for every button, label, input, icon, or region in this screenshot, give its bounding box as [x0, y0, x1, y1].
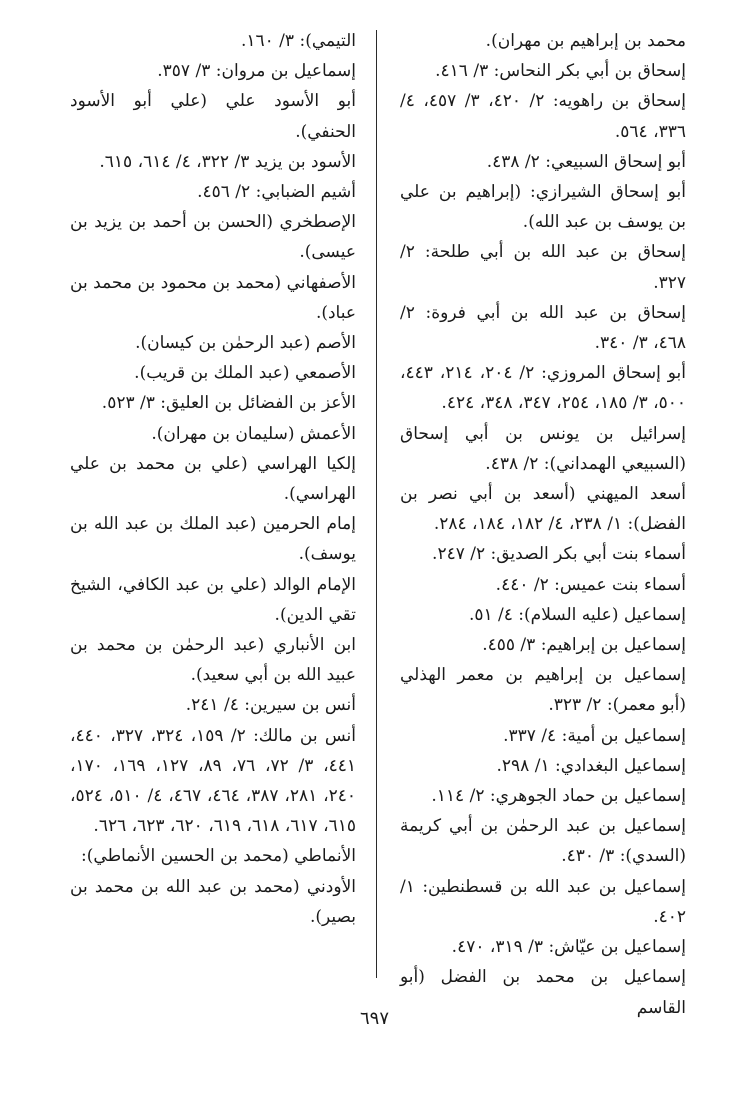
- index-entry: إمام الحرمين (عبد الملك بن عبد الله بن يوسف).: [70, 514, 356, 565]
- right-column: [400, 26, 686, 1023]
- index-entry: إسرائيل بن يونس بن أبي إسحاق (السبيعي الهمداني): ٢/ ٤٣٨.: [400, 423, 686, 474]
- index-entry: أسماء بنت عميس: ٢/ ٤٤٠.: [495, 574, 686, 595]
- index-entry: محمد بن إبراهيم بن مهران).: [485, 31, 686, 51]
- index-entry: إسماعيل بن إبراهيم: ٣/ ٤٥٥.: [482, 635, 686, 656]
- index-entry: الأسود بن يزيد ٣/ ٣٢٢، ٤/ ٦١٤، ٦١٥.: [99, 151, 356, 172]
- index-entry: الإمام الوالد (علي بن عبد الكافي، الشيخ تقي الدين).: [70, 574, 356, 625]
- index-entry: الأعز بن الفضائل بن العليق: ٣/ ٥٢٣.: [101, 393, 356, 414]
- index-entry: إسحاق بن راهويه: ٢/ ٤٢٠، ٣/ ٤٥٧، ٤/ ٣٣٦، ٥٦٤.: [400, 91, 687, 142]
- index-entry: الأعمش (سليمان بن مهران).: [151, 423, 356, 444]
- index-entry: أبو الأسود علي (علي أبو الأسود الحنفي).: [70, 91, 356, 142]
- index-entry: إسماعيل بن إبراهيم بن معمر الهذلي (أبو معمر): ٢/ ٣٢٣.: [400, 665, 686, 716]
- index-entry: أسعد الميهني (أسعد بن أبي نصر بن الفضل): ١/ ٢٣٨، ٤/ ١٨٢، ١٨٤، ٢٨٤.: [400, 484, 686, 535]
- column-divider: [376, 30, 377, 978]
- index-entry: أبو إسحاق الشيرازي: (إبراهيم بن علي بن يوسف بن عبد الله).: [400, 182, 686, 233]
- index-entry: الأصمعي (عبد الملك بن قريب).: [134, 363, 356, 384]
- index-entry: إلكيا الهراسي (علي بن محمد بن علي الهراسي).: [70, 453, 356, 505]
- index-entry: الأودني (محمد بن عبد الله بن محمد بن بصير).: [70, 876, 356, 927]
- index-entry: أنس بن مالك: ٢/ ١٥٩، ٣٢٤، ٣٢٧، ٤٤٠، ٤٤١، ٣/ ٧٢، ٧٦، ٨٩، ١٢٧، ١٦٩، ١٧٠، ٢٤٠، ٢٨١، ٣٨٧، ٤٦٤، ٤٦٧، ٤/ ٥١٠، ٥٢٤، ٦١٥، ٦١٧، ٦١٨، ٦١٩، ٦٢٠، ٦٢٣، ٦٢٦.: [70, 725, 357, 837]
- index-entry: الأصم (عبد الرحمٰن بن كيسان).: [135, 333, 356, 354]
- index-entry: الأنماطي (محمد بن الحسين الأنماطي):: [81, 846, 356, 867]
- index-entry: إسماعيل بن عبد الرحمٰن بن أبي كريمة (السدي): ٣/ ٤٣٠.: [400, 816, 686, 867]
- index-entry: إسماعيل بن مروان: ٣/ ٣٥٧.: [157, 61, 356, 82]
- index-entry: أبو إسحاق السبيعي: ٢/ ٤٣٨.: [486, 151, 686, 172]
- index-entry: أنس بن سيرين: ٤/ ٢٤١.: [185, 695, 356, 716]
- index-page: [70, 26, 687, 1018]
- index-entry: أشيم الضبابي: ٢/ ٤٥٦.: [197, 182, 356, 203]
- index-entry: أسماء بنت أبي بكر الصديق: ٢/ ٢٤٧.: [432, 544, 686, 565]
- page-number: ٦٩٧: [359, 1008, 389, 1029]
- index-entry: إسماعيل (عليه السلام): ٤/ ٥١.: [468, 604, 686, 625]
- index-entry: أبو إسحاق المروزي: ٢/ ٢٠٤، ٢١٤، ٤٤٣، ٥٠٠، ٣/ ١٨٥، ٢٥٤، ٣٤٧، ٣٤٨، ٤٢٤.: [400, 363, 687, 414]
- index-entry: إسماعيل بن عيّاش: ٣/ ٣١٩، ٤٧٠.: [451, 937, 686, 958]
- index-entry: إسحاق بن عبد الله بن أبي طلحة: ٢/ ٣٢٧.: [400, 242, 686, 293]
- index-entry: ابن الأنباري (عبد الرحمٰن بن محمد بن عبيد الله بن أبي سعيد).: [70, 635, 356, 686]
- left-column: [70, 26, 356, 932]
- index-entry: إسحاق بن أبي بكر النحاس: ٣/ ٤١٦.: [435, 61, 686, 82]
- index-entry: الإصطخري (الحسن بن أحمد بن يزيد بن عيسى).: [70, 212, 356, 263]
- index-entry: إسماعيل بن عبد الله بن قسطنطين: ١/ ٤٠٢.: [400, 876, 686, 927]
- index-entry: الأصفهاني (محمد بن محمود بن محمد بن عباد).: [70, 272, 356, 323]
- index-entry: إسماعيل البغدادي: ١/ ٢٩٨.: [496, 755, 686, 776]
- index-entry: إسماعيل بن أمية: ٤/ ٣٣٧.: [503, 725, 686, 746]
- index-entry: التيمي): ٣/ ١٦٠.: [240, 31, 356, 51]
- index-entry: إسماعيل بن محمد بن الفضل (أبو القاسم: [400, 967, 686, 1018]
- index-entry: إسماعيل بن حماد الجوهري: ٢/ ١١٤.: [431, 786, 686, 807]
- index-entry: إسحاق بن عبد الله بن أبي فروة: ٢/ ٤٦٨، ٣/ ٣٤٠.: [400, 302, 686, 354]
